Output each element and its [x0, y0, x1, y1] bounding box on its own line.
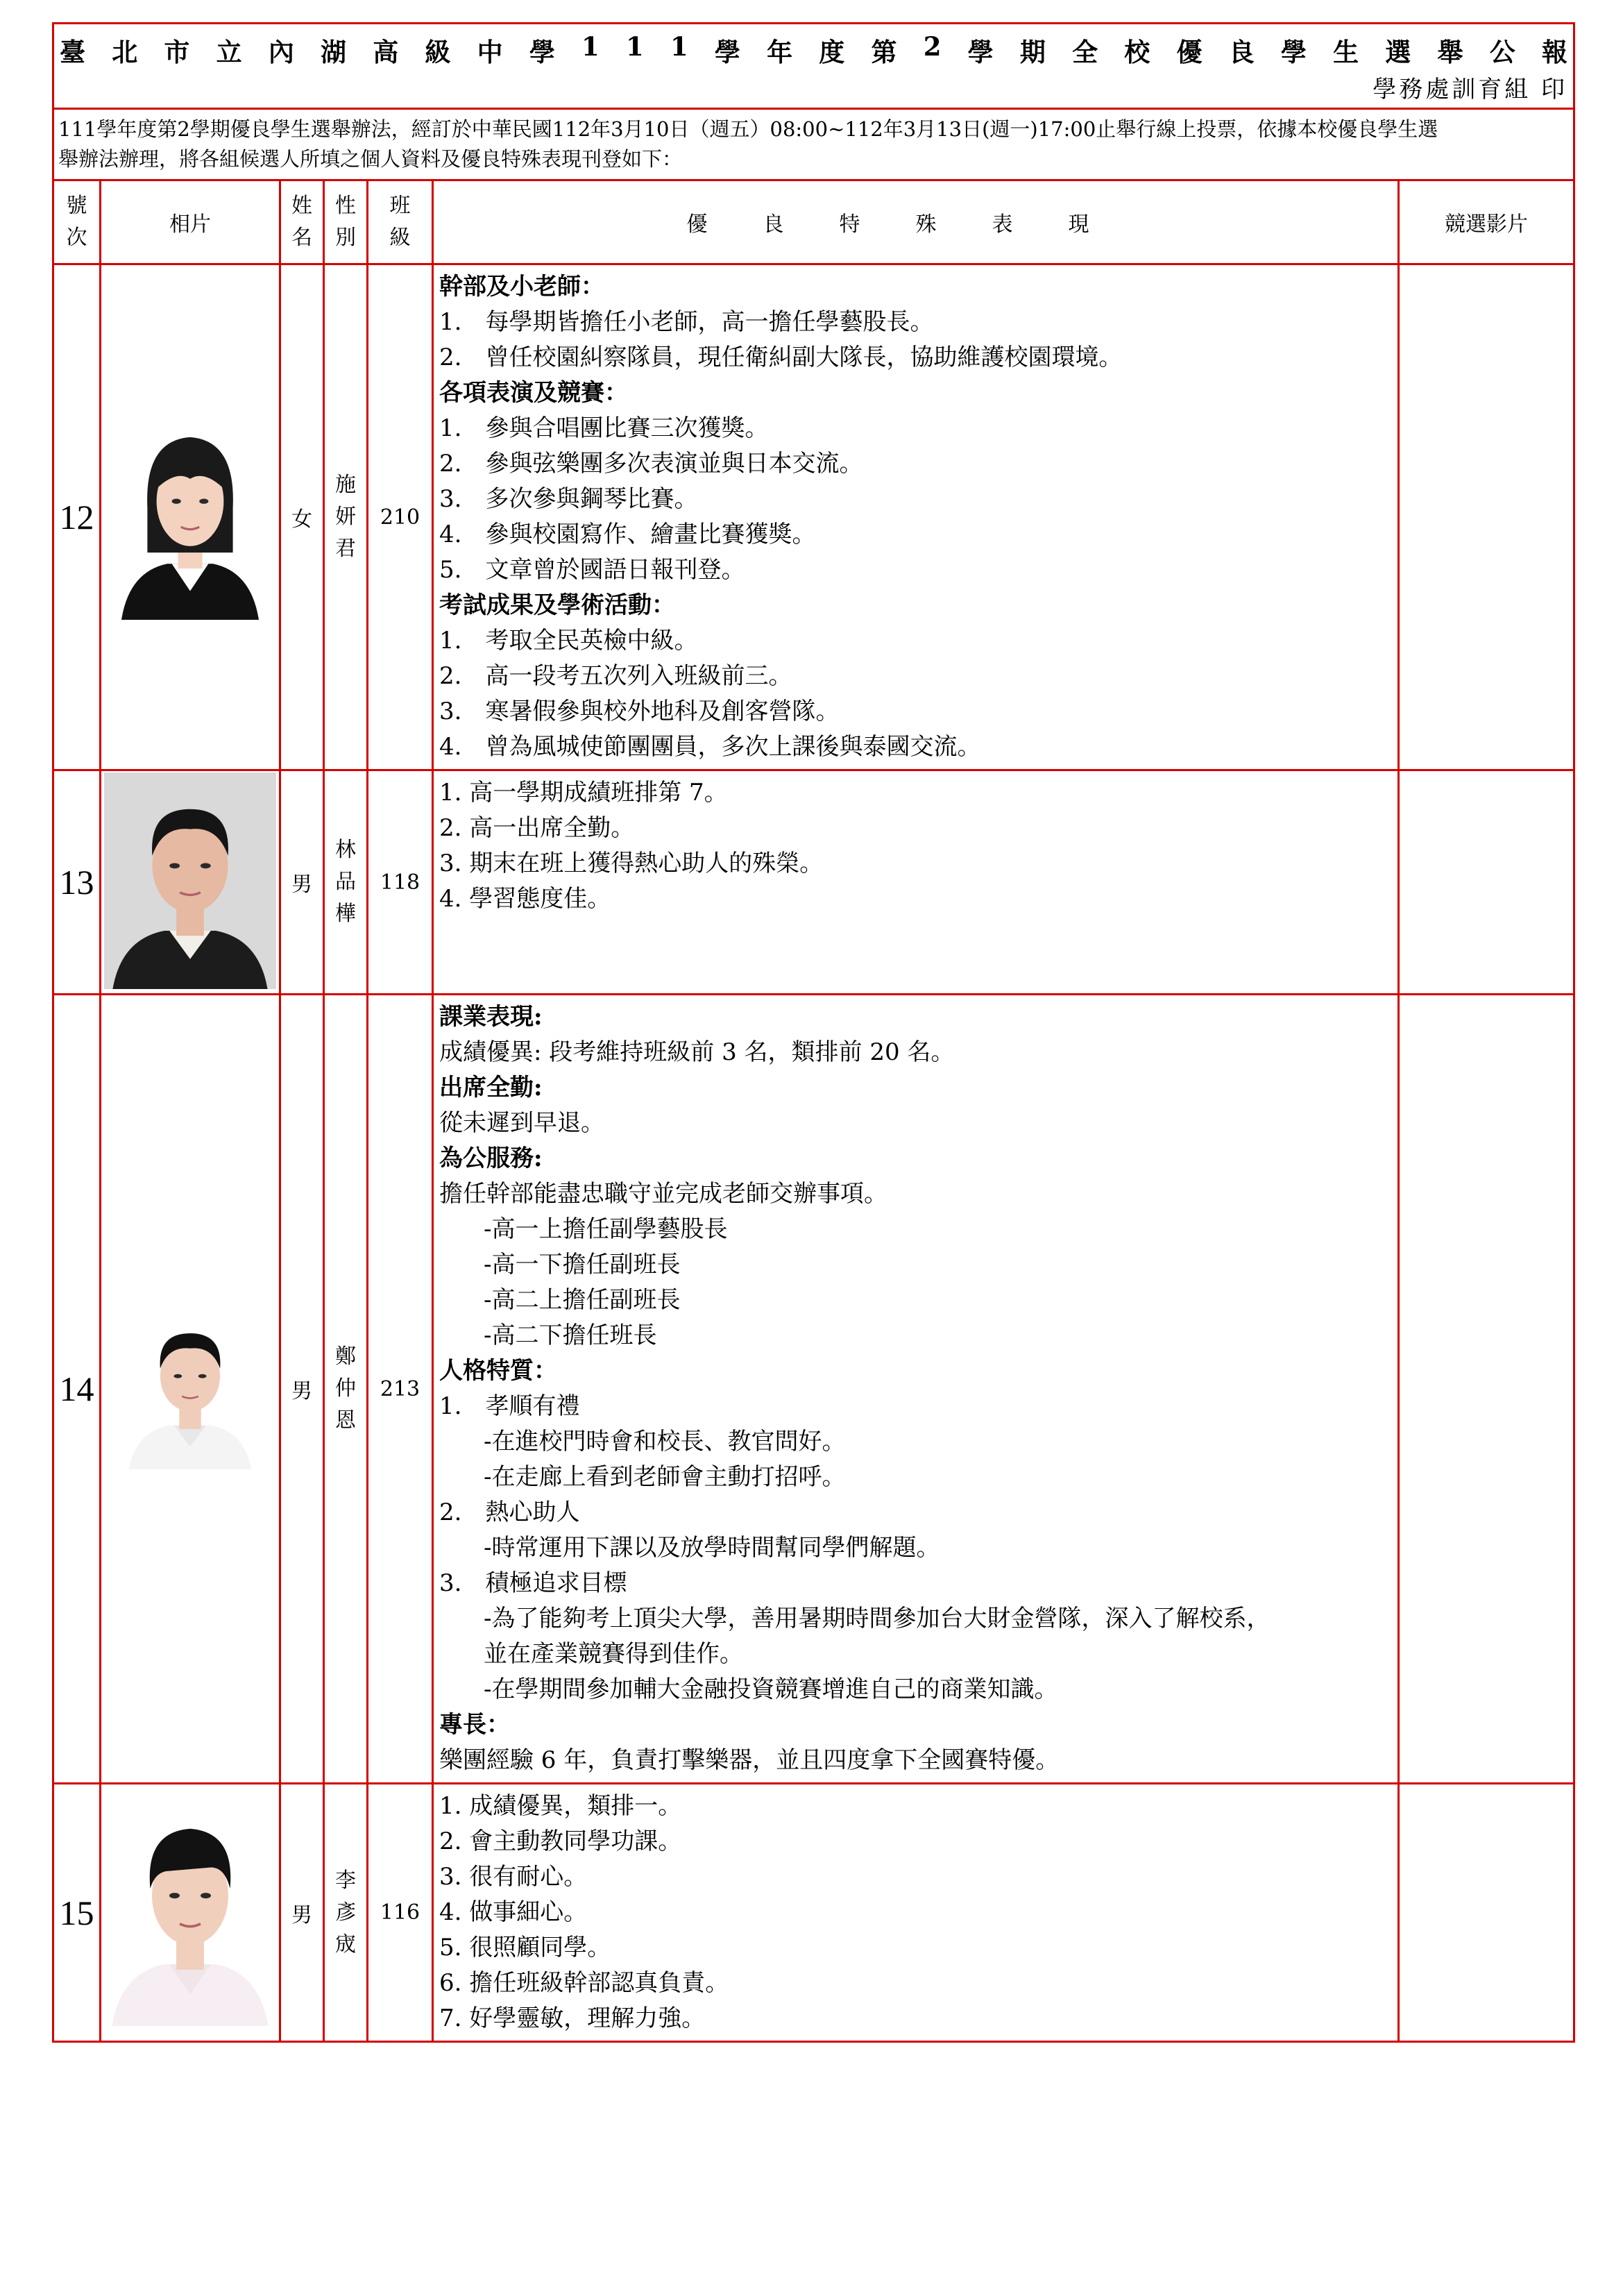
title-char: 選 — [1385, 37, 1411, 67]
candidate-name — [324, 770, 368, 995]
title-char: 立 — [216, 37, 242, 67]
title-char: 臺 — [60, 37, 85, 67]
title-char: 內 — [268, 37, 294, 67]
name-char: 施 — [335, 473, 356, 497]
title-char: 年 — [767, 37, 793, 67]
performance-text — [433, 995, 1399, 1784]
candidate-class: 118 — [368, 770, 433, 995]
section-heading: 專長： — [439, 1711, 510, 1739]
performance-line: 2. 會主動教同學功課。 — [439, 1827, 682, 1855]
performance-line: -高二下擔任班長 — [484, 1322, 657, 1349]
candidate-gender: 男 — [280, 1784, 324, 2042]
title-char: 1 — [625, 31, 644, 62]
title-char: 公 — [1489, 37, 1515, 67]
title-char: 度 — [819, 37, 845, 67]
performance-line: -時常運用下課以及放學時間幫同學們解題。 — [484, 1534, 940, 1562]
section-heading: 課業表現: — [439, 1003, 543, 1031]
title-char: 1 — [670, 31, 688, 62]
header-number: 號 次 — [53, 180, 101, 264]
campaign-video-cell — [1399, 995, 1574, 1784]
performance-line: 樂團經驗 6 年，負責打擊樂器，並且四度拿下全國賽特優。 — [439, 1746, 1060, 1774]
title-char: 學 — [967, 37, 994, 67]
candidate-row — [53, 995, 1574, 1784]
candidate-row — [53, 264, 1574, 770]
performance-line: -高一下擔任副班長 — [484, 1251, 681, 1278]
performance-line: 1. 每學期皆擔任小老師，高一擔任學藝股長。 — [439, 308, 934, 336]
campaign-video-cell — [1399, 264, 1574, 770]
performance-line: 4. 學習態度佳。 — [439, 885, 611, 913]
name-char: 樺 — [335, 902, 356, 926]
title-char: 1 — [581, 31, 600, 62]
title-char: 第 — [871, 37, 897, 67]
photo-cell — [101, 770, 280, 995]
performance-line: 1. 孝順有禮 — [439, 1392, 580, 1420]
title-char: 生 — [1333, 37, 1359, 67]
section-heading: 為公服務: — [439, 1145, 543, 1172]
performance-line: 1. 高一學期成績班排第 7。 — [439, 779, 728, 807]
header-video: 競選影片 — [1399, 180, 1574, 264]
performance-line: 擔任幹部能盡忠職守並完成老師交辦事項。 — [439, 1180, 887, 1208]
performance-line: 3. 寒暑假參與校外地科及創客營隊。 — [439, 698, 840, 725]
performance-line: 從未遲到早退。 — [439, 1109, 604, 1137]
photo-cell — [101, 1784, 280, 2042]
performance-line: 1. 成績優異，類排一。 — [439, 1792, 682, 1820]
header-photo: 相片 — [101, 180, 280, 264]
performance-line: 成績優異: 段考維持班級前 3 名，類排前 20 名。 — [439, 1038, 955, 1066]
header-class: 班 級 — [368, 180, 433, 264]
section-heading: 各項表演及競賽： — [439, 379, 628, 407]
title-char: 學 — [1280, 37, 1307, 67]
candidate-number: 15 — [53, 1784, 101, 2042]
title-char: 湖 — [321, 37, 347, 67]
office-stamp: 學務處訓育組 印 — [1373, 76, 1568, 103]
performance-line: 4. 參與校園寫作、繪畫比賽獲獎。 — [439, 521, 816, 548]
notice-sheet — [52, 22, 1573, 2043]
title-char: 期 — [1019, 37, 1046, 67]
section-heading: 考試成果及學術活動： — [439, 591, 675, 619]
performance-line: 1. 考取全民英檢中級。 — [439, 627, 698, 655]
performance-line: 3. 期末在班上獲得熱心助人的殊榮。 — [439, 850, 824, 877]
candidate-gender: 男 — [280, 995, 324, 1784]
candidate-table — [52, 22, 1575, 2043]
title-char: 學 — [529, 37, 555, 67]
performance-text — [433, 1784, 1399, 2042]
title-cell — [53, 24, 1574, 109]
name-char: 鄭 — [335, 1344, 356, 1369]
candidate-row — [53, 1784, 1574, 2042]
title-char: 學 — [714, 37, 740, 67]
title-char: 良 — [1228, 37, 1255, 67]
section-heading: 人格特質： — [439, 1357, 557, 1385]
title-char: 高 — [373, 37, 399, 67]
performance-line: 4. 曾為風城使節團團員，多次上課後與泰國交流。 — [439, 733, 981, 761]
campaign-video-cell — [1399, 1784, 1574, 2042]
performance-line: 1. 參與合唱團比賽三次獲獎。 — [439, 414, 769, 442]
performance-line: 3. 多次參與鋼琴比賽。 — [439, 485, 698, 513]
performance-line: 6. 擔任班級幹部認真負責。 — [439, 1969, 729, 1997]
performance-line: 2. 參與弦樂團多次表演並與日本交流。 — [439, 450, 863, 478]
name-char: 仲 — [335, 1376, 356, 1401]
performance-line: -在進校門時會和校長、教官問好。 — [484, 1428, 846, 1455]
candidate-photo — [104, 773, 276, 989]
title-char: 市 — [164, 37, 190, 67]
performance-text — [433, 770, 1399, 995]
performance-line: 3. 積極追求目標 — [439, 1569, 627, 1597]
header-performance: 優良特殊表現 — [433, 180, 1399, 264]
performance-line: 2. 高一段考五次列入班級前三。 — [439, 662, 792, 690]
candidate-class: 116 — [368, 1784, 433, 2042]
candidate-name — [324, 995, 368, 1784]
title-char: 優 — [1176, 37, 1203, 67]
performance-line: 5. 很照顧同學。 — [439, 1934, 611, 1961]
candidate-photo — [114, 412, 266, 620]
title-char: 報 — [1541, 37, 1567, 67]
section-heading: 幹部及小老師： — [439, 273, 604, 301]
performance-line: 7. 好學靈敏，理解力強。 — [439, 2004, 706, 2032]
candidate-photo — [122, 1306, 258, 1469]
title-char: 級 — [425, 37, 451, 67]
name-char: 宬 — [335, 1932, 356, 1957]
candidate-class: 210 — [368, 264, 433, 770]
title-char: 北 — [112, 37, 138, 67]
name-char: 彥 — [335, 1900, 356, 1925]
performance-line: -在學期間參加輔大金融投資競賽增進自己的商業知識。 — [484, 1675, 1058, 1703]
performance-line: 4. 做事細心。 — [439, 1898, 588, 1926]
performance-text — [433, 264, 1399, 770]
candidate-gender: 女 — [280, 264, 324, 770]
candidate-number: 12 — [53, 264, 101, 770]
performance-line: 2. 熱心助人 — [439, 1499, 580, 1526]
candidate-number: 14 — [53, 995, 101, 1784]
performance-line: -為了能夠考上頂尖大學，善用暑期時間參加台大財金營隊，深入了解校系， — [484, 1605, 1271, 1632]
title-char: 全 — [1072, 37, 1098, 67]
performance-line: 5. 文章曾於國語日報刊登。 — [439, 556, 745, 584]
name-char: 林 — [335, 838, 356, 862]
performance-line: 並在產業競賽得到佳作。 — [484, 1640, 743, 1668]
candidate-row — [53, 770, 1574, 995]
performance-line: 2. 曾任校園糾察隊員，現任衛糾副大隊長，協助維護校園環境。 — [439, 344, 1123, 371]
header-row — [53, 180, 1574, 264]
title-char: 2 — [923, 31, 942, 62]
performance-line: -高二上擔任副班長 — [484, 1286, 681, 1314]
candidate-name — [324, 264, 368, 770]
candidate-number: 13 — [53, 770, 101, 995]
name-char: 恩 — [335, 1408, 356, 1433]
performance-line: -在走廊上看到老師會主動打招呼。 — [484, 1463, 846, 1491]
performance-line: -高一上擔任副學藝股長 — [484, 1215, 728, 1243]
page-title — [60, 31, 1567, 69]
method-line-1: 111學年度第2學期優良學生選舉辦法，經訂於中華民國112年3月10日（週五）08:00~112年3月13日(週一)17:00止舉行線上投票，依據本校優良學生選 — [58, 117, 1438, 141]
candidate-class: 213 — [368, 995, 433, 1784]
campaign-video-cell — [1399, 770, 1574, 995]
performance-line: 3. 很有耐心。 — [439, 1863, 588, 1891]
name-char: 品 — [335, 870, 356, 894]
header-gender: 性 別 — [324, 180, 368, 264]
header-name: 姓 名 — [280, 180, 324, 264]
election-method — [53, 109, 1574, 180]
name-char: 李 — [335, 1868, 356, 1893]
title-char: 舉 — [1437, 37, 1463, 67]
candidate-photo — [103, 1797, 277, 2026]
method-line-2: 舉辦法辦理，將各組候選人所填之個人資料及優良特殊表現刊登如下： — [58, 147, 683, 171]
candidate-gender: 男 — [280, 770, 324, 995]
name-char: 君 — [335, 537, 356, 561]
title-char: 校 — [1124, 37, 1150, 67]
photo-cell — [101, 995, 280, 1784]
name-char: 妍 — [335, 505, 356, 529]
section-heading: 出席全勤: — [439, 1074, 543, 1101]
performance-line: 2. 高一出席全勤。 — [439, 814, 635, 842]
candidate-name — [324, 1784, 368, 2042]
photo-cell — [101, 264, 280, 770]
title-char: 中 — [477, 37, 503, 67]
